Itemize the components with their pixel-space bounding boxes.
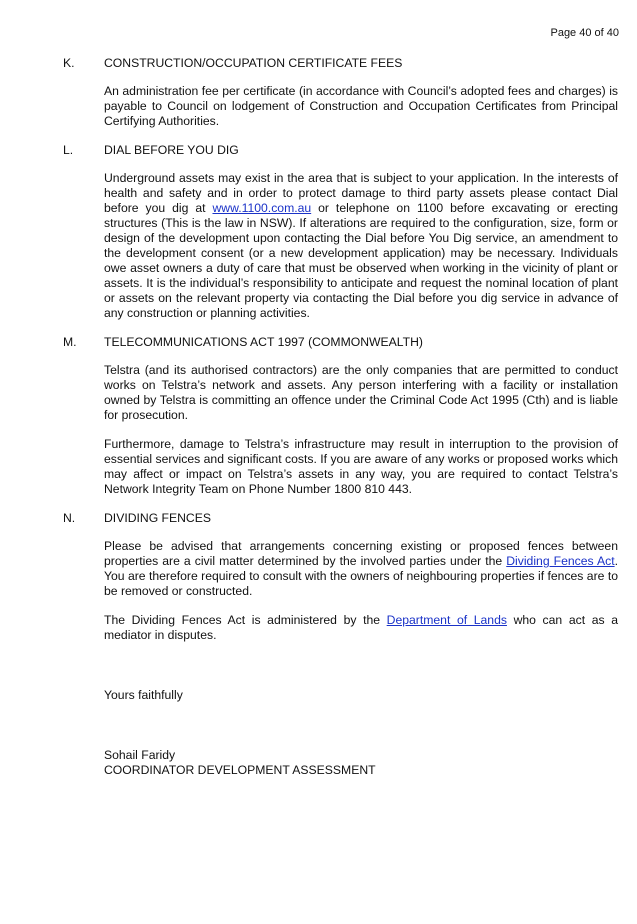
section-spacer: [0, 321, 637, 335]
paragraph-text: or telephone on 1100 before excavating or erecting structures (This is the law in NSW). If alterations are required to the configuration, size, form or design of the development upon contacting the Dial before You Dig service, an amendment to the development consent (or a new development application) may be necessary. Individuals owe asset owners a duty of care that must be observed when working in the vicinity of plant or assets. It is the individual’s responsibility to anticipate and request the nominal location of plant or assets on the relevant property via contacting the Dial before you dig service in advance of any construction or planning activities.: [104, 201, 619, 320]
signatory-title: COORDINATOR DEVELOPMENT ASSESSMENT: [104, 763, 376, 777]
section-heading: [0, 335, 637, 350]
section-heading: [0, 56, 637, 71]
section-title: TELECOMMUNICATIONS ACT 1997 (COMMONWEALTH): [104, 335, 423, 349]
closing-salutation: Yours faithfully: [104, 688, 183, 702]
signature-block: [104, 748, 376, 778]
section-title: DIAL BEFORE YOU DIG: [104, 143, 239, 157]
section-spacer: [0, 129, 637, 143]
section-l: [0, 143, 637, 321]
paragraph-text: . You are therefore required to consult with the owners of neighbouring properties if fences are to be removed or constructed.: [104, 554, 618, 598]
section-letter: M.: [63, 335, 77, 349]
section-letter: L.: [63, 143, 74, 157]
paragraph: [104, 84, 618, 129]
section-heading: [0, 511, 637, 526]
section-letter: N.: [63, 511, 76, 525]
document-body: [0, 56, 637, 643]
paragraph-text: Underground assets may exist in the area that is subject to your application. In the interests of health and safety and in order to protect damage to third party assets please contact Dial before you dig at: [104, 171, 618, 215]
hyperlink[interactable]: Dividing Fences Act: [506, 554, 615, 568]
hyperlink[interactable]: www.1100.com.au: [212, 201, 312, 215]
paragraph: [104, 613, 618, 643]
section-m: [0, 335, 637, 497]
signatory-name: Sohail Faridy: [104, 748, 176, 762]
paragraph-text: Furthermore, damage to Telstra’s infrastructure may result in interruption to the provision of essential services and significant costs. If you are aware of any works or proposed works which may affect or impact on Telstra’s assets in any way, you are required to contact Telstra’s Network Integrity Team on Phone Number 1800 810 443.: [104, 437, 618, 496]
paragraph-text: An administration fee per certificate (in accordance with Council’s adopted fees and charges) is payable to Council on lodgement of Construction and Occupation Certificates from Principal Certifying Authorities.: [104, 84, 618, 128]
section-title: DIVIDING FENCES: [104, 511, 211, 525]
paragraph-text: The Dividing Fences Act is administered by the: [104, 613, 387, 627]
paragraph: [104, 539, 618, 599]
section-title: CONSTRUCTION/OCCUPATION CERTIFICATE FEES: [104, 56, 403, 70]
section-spacer: [0, 497, 637, 511]
section-k: [0, 56, 637, 129]
paragraph-spacer: [0, 423, 637, 437]
paragraph-spacer: [0, 599, 637, 613]
paragraph-text: who can act as a mediator in disputes.: [104, 613, 618, 642]
paragraph-text: Please be advised that arrangements concerning existing or proposed fences between properties are a civil matter determined by the involved parties under the: [104, 539, 618, 568]
section-letter: K.: [63, 56, 75, 70]
section-n: [0, 511, 637, 643]
paragraph: [104, 171, 618, 321]
paragraph: [104, 363, 618, 423]
hyperlink[interactable]: Department of Lands: [386, 613, 507, 627]
paragraph-text: Telstra (and its authorised contractors) are the only companies that are permitted to conduct works on Telstra’s network and assets. Any person interfering with a facility or installation owned by Telstra is committing an offence under the Criminal Code Act 1995 (Cth) and is liable for prosecution.: [104, 363, 618, 422]
paragraph: [104, 437, 618, 497]
page-number: Page 40 of 40: [550, 27, 619, 39]
section-heading: [0, 143, 637, 158]
